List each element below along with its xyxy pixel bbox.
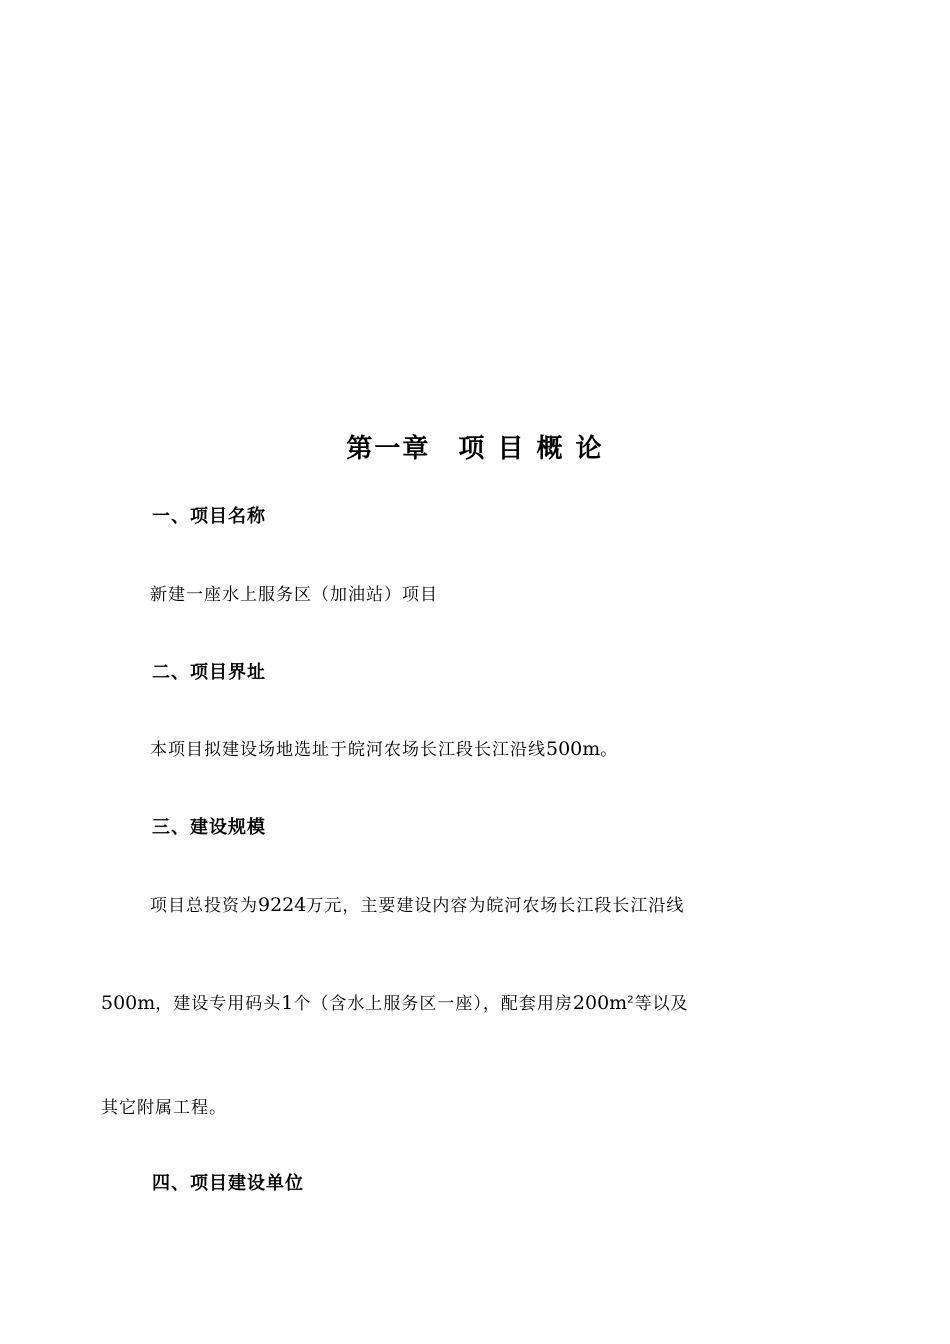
- scale-line1-pre: 项目总投资为: [150, 896, 258, 916]
- section-heading-project-location: 二、项目界址: [152, 662, 266, 683]
- building-area: 200m: [572, 992, 628, 1014]
- chapter-title: 第一章 项 目 概 论: [346, 434, 604, 464]
- scale-line1-post: 万元，主要建设内容为皖河农场长江段长江沿线: [306, 896, 685, 916]
- shoreline-length: 500m: [101, 992, 156, 1014]
- scale-line-3: 其它附属工程。: [101, 1098, 227, 1118]
- scale-line-2: [101, 989, 689, 1014]
- scale-line2-text3: 等以及: [634, 994, 689, 1014]
- location-text-pre: 本项目拟建设场地选址于皖河农场长江段长江沿线: [150, 740, 546, 760]
- section-heading-construction-scale: 三、建设规模: [152, 817, 266, 838]
- scale-line2-text2: 个（含水上服务区一座），配套用房: [293, 994, 573, 1014]
- scale-line-1: [150, 891, 684, 916]
- area-superscript: 2: [627, 994, 635, 1006]
- dock-count: 1: [281, 992, 294, 1014]
- scale-line2-text1: ，建设专用码头: [155, 994, 282, 1014]
- section-heading-project-name: 一、项目名称: [152, 506, 266, 527]
- location-text-post: 。: [600, 740, 619, 760]
- project-name-text: 新建一座水上服务区（加油站）项目: [150, 585, 438, 605]
- project-location-text: [150, 735, 618, 760]
- location-length: 500m: [546, 738, 601, 760]
- total-investment: 9224: [258, 894, 307, 916]
- section-heading-construction-unit: 四、项目建设单位: [152, 1173, 304, 1194]
